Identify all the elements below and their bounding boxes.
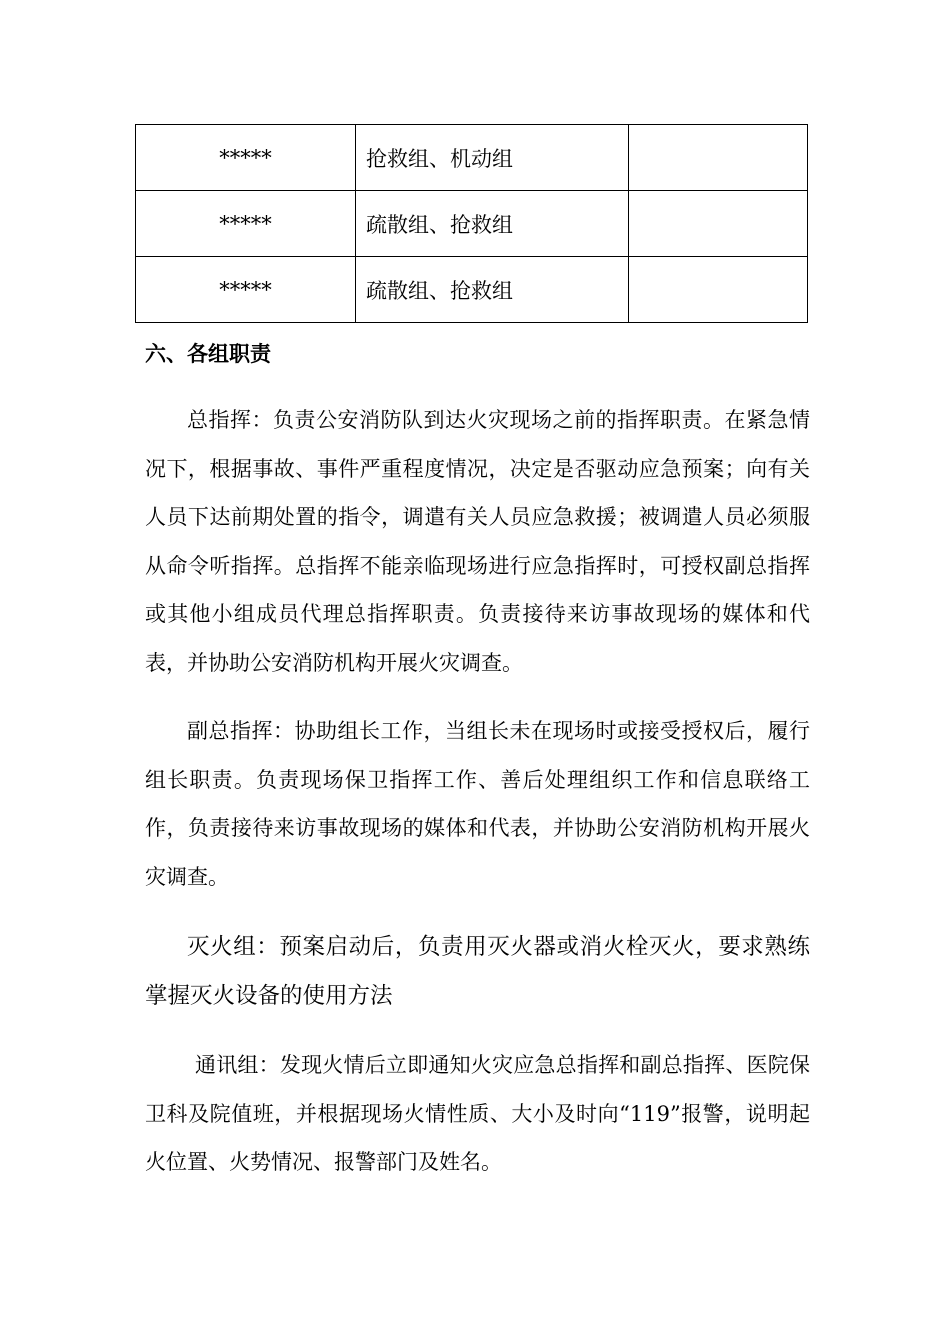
table-row bbox=[136, 191, 808, 257]
note-cell bbox=[629, 257, 808, 323]
group-assignment-cell: 抢救组、机动组 bbox=[356, 125, 629, 191]
group-assignment-cell: 疏散组、抢救组 bbox=[356, 191, 629, 257]
member-id-cell: ***** bbox=[136, 191, 356, 257]
group-assignment-cell: 疏散组、抢救组 bbox=[356, 257, 629, 323]
member-id-cell: ***** bbox=[136, 257, 356, 323]
deputy-commander-duties-paragraph: 副总指挥：协助组长工作，当组长未在现场时或接受授权后，履行组长职责。负责现场保卫指挥工作、善后处理组织工作和信息联络工作，负责接待来访事故现场的媒体和代表，并协助公安消防机构开展火灾调查。 bbox=[145, 719, 810, 889]
firefighting-group-duties-paragraph: 灭火组：预案启动后，负责用灭火器或消火栓灭火，要求熟练掌握灭火设备的使用方法 bbox=[145, 934, 810, 1009]
group-roster-table bbox=[135, 124, 808, 323]
note-cell bbox=[629, 125, 808, 191]
section-heading: 六、各组职责 bbox=[145, 341, 271, 366]
communication-group-duties-paragraph: 通讯组：发现火情后立即通知火灾应急总指挥和副总指挥、医院保卫科及院值班，并根据现场火情性质、大小及时向“119”报警，说明起火位置、火势情况、报警部门及姓名。 bbox=[145, 1053, 810, 1174]
table-row bbox=[136, 125, 808, 191]
note-cell bbox=[629, 191, 808, 257]
table-row bbox=[136, 257, 808, 323]
member-id-cell: ***** bbox=[136, 125, 356, 191]
commander-duties-paragraph: 总指挥：负责公安消防队到达火灾现场之前的指挥职责。在紧急情况下，根据事故、事件严重程度情况，决定是否驱动应急预案；向有关人员下达前期处置的指令，调遣有关人员应急救援；被调遣人员必须服从命令听指挥。总指挥不能亲临现场进行应急指挥时，可授权副总指挥或其他小组成员代理总指挥职责。负责接待来访事故现场的媒体和代表，并协助公安消防机构开展火灾调查。 bbox=[145, 408, 810, 675]
